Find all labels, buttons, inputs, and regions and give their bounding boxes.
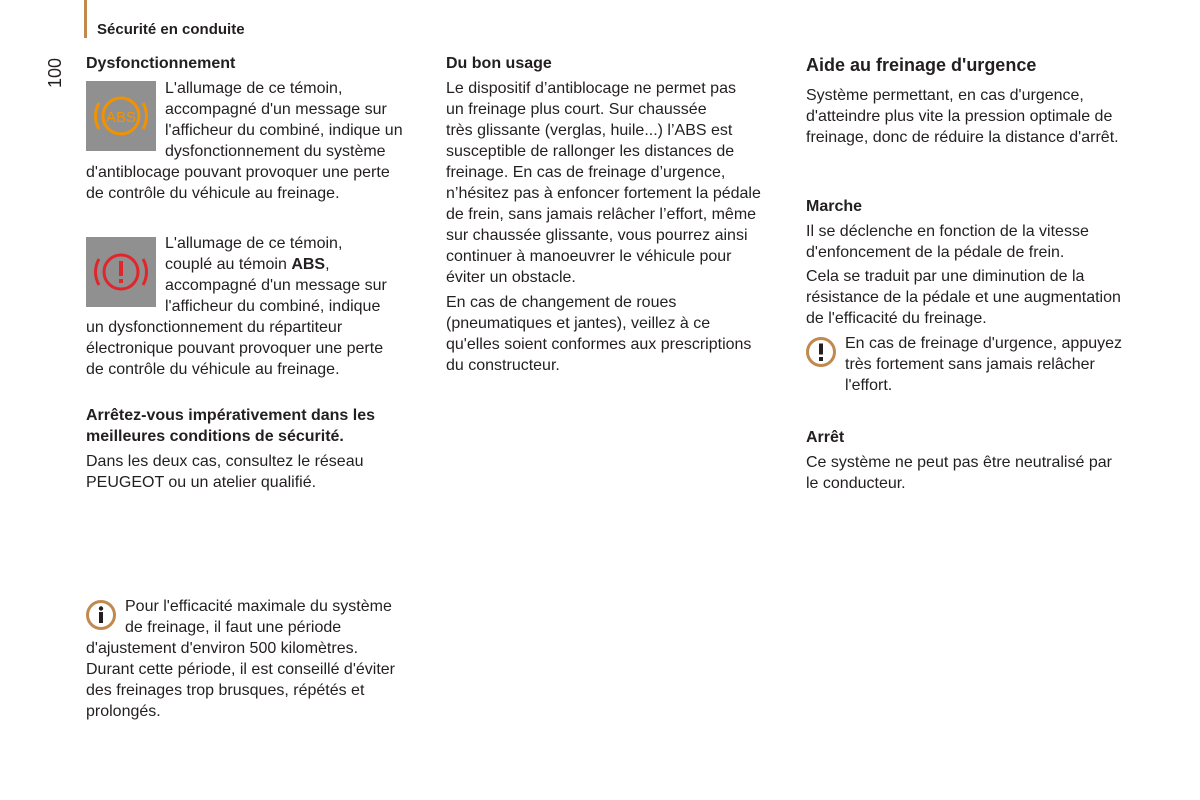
consult-line: PEUGEOT ou un atelier qualifié.	[86, 474, 317, 491]
info-note-line: des freinages trop brusques, répétés et	[86, 682, 365, 699]
abs-bold-term: ABS	[291, 256, 326, 273]
exclamation-warning-icon	[806, 337, 836, 367]
effect-line: Cela se traduit par une diminution de la	[806, 268, 1085, 285]
middle-para1-line: continuer à manoeuvrer le véhicule pour	[446, 248, 732, 265]
middle-para1-line: de frein, sans jamais relâcher l’effort, même	[446, 206, 757, 223]
warning-note-line: l'effort.	[845, 377, 893, 394]
middle-para1-line: susceptible de rallonger les distances de	[446, 143, 735, 160]
marche-line: d'enfoncement de la pédale de frein.	[806, 244, 1065, 261]
section-title: Sécurité en conduite	[97, 21, 245, 38]
right-intro-line: Système permettant, en cas d'urgence,	[806, 87, 1084, 104]
info-note-line: de freinage, il faut une période	[125, 619, 342, 636]
page-number: 100	[45, 57, 65, 88]
effect-line: de l'efficacité du freinage.	[806, 310, 987, 327]
middle-para2-line: (pneumatiques et jantes), veillez à ce	[446, 315, 711, 332]
arret-line: le conducteur.	[806, 475, 906, 492]
info-note-line: d'ajustement d'environ 500 kilomètres.	[86, 640, 359, 657]
left-para1-line: de contrôle du véhicule au freinage.	[86, 185, 340, 202]
effect-line: résistance de la pédale et une augmentation	[806, 289, 1121, 306]
middle-para1-line: éviter un obstacle.	[446, 269, 576, 286]
left-para2-line: accompagné d'un message sur	[165, 277, 387, 294]
abs-warning-icon	[86, 81, 156, 151]
left-para1-line: accompagné d'un message sur	[165, 101, 387, 118]
middle-para2-line: qu'elles soient conformes aux prescriptions	[446, 336, 752, 353]
right-intro-line: d'atteindre plus vite la pression optimale de	[806, 108, 1113, 125]
abs-icon-label: ABS	[105, 109, 137, 126]
left-para1-line: dysfonctionnement du système	[165, 143, 386, 160]
arret-line: Ce système ne peut pas être neutralisé par	[806, 454, 1112, 471]
left-para2-line: L'allumage de ce témoin,	[165, 235, 343, 252]
right-title: Aide au freinage d'urgence	[806, 55, 1037, 75]
brake-warning-icon	[86, 237, 156, 307]
middle-para2-line: du constructeur.	[446, 357, 560, 374]
left-heading: Dysfonctionnement	[86, 55, 236, 72]
warning-note-line: très fortement sans jamais relâcher	[845, 356, 1095, 373]
header-accent-bar	[84, 0, 87, 38]
info-note-line: Durant cette période, il est conseillé d'éviter	[86, 661, 395, 678]
left-para1-line: l'afficheur du combiné, indique un	[165, 122, 403, 139]
middle-para1-line: très glissante (verglas, huile...) l’ABS est	[446, 122, 733, 139]
middle-para2-line: En cas de changement de roues	[446, 294, 677, 311]
right-intro-line: freinage, donc de réduire la distance d'arrêt.	[806, 129, 1119, 146]
left-para2-line: couplé au témoin ABS,	[165, 256, 330, 273]
middle-para1-line: n’hésitez pas à enfoncer fortement la pédale	[446, 185, 761, 202]
info-icon	[86, 600, 116, 630]
middle-para1-line: Le dispositif d’antiblocage ne permet pas	[446, 80, 736, 97]
consult-line: Dans les deux cas, consultez le réseau	[86, 453, 364, 470]
stop-instruction-line: meilleures conditions de sécurité.	[86, 428, 344, 445]
info-note-line: Pour l'efficacité maximale du système	[125, 598, 392, 615]
middle-heading: Du bon usage	[446, 55, 552, 72]
left-para1-line: L'allumage de ce témoin,	[165, 80, 343, 97]
left-para2-line: un dysfonctionnement du répartiteur	[86, 319, 343, 336]
middle-para1-line: freinage. En cas de freinage d’urgence,	[446, 164, 726, 181]
middle-para1-line: un freinage plus court. Sur chaussée	[446, 101, 707, 118]
warning-note-line: En cas de freinage d'urgence, appuyez	[845, 335, 1123, 352]
stop-instruction-line: Arrêtez-vous impérativement dans les	[86, 407, 375, 424]
info-note-line: prolongés.	[86, 703, 161, 720]
marche-line: Il se déclenche en fonction de la vitesse	[806, 223, 1089, 240]
marche-heading: Marche	[806, 198, 863, 215]
left-para2-line: de contrôle du véhicule au freinage.	[86, 361, 340, 378]
left-para2-line: électronique pouvant provoquer une perte	[86, 340, 384, 357]
arret-heading: Arrêt	[806, 429, 845, 446]
left-para2-line: l'afficheur du combiné, indique	[165, 298, 381, 315]
left-para1-line: d'antiblocage pouvant provoquer une perte	[86, 164, 390, 181]
middle-para1-line: sur chaussée glissante, vous pourrez ainsi	[446, 227, 748, 244]
